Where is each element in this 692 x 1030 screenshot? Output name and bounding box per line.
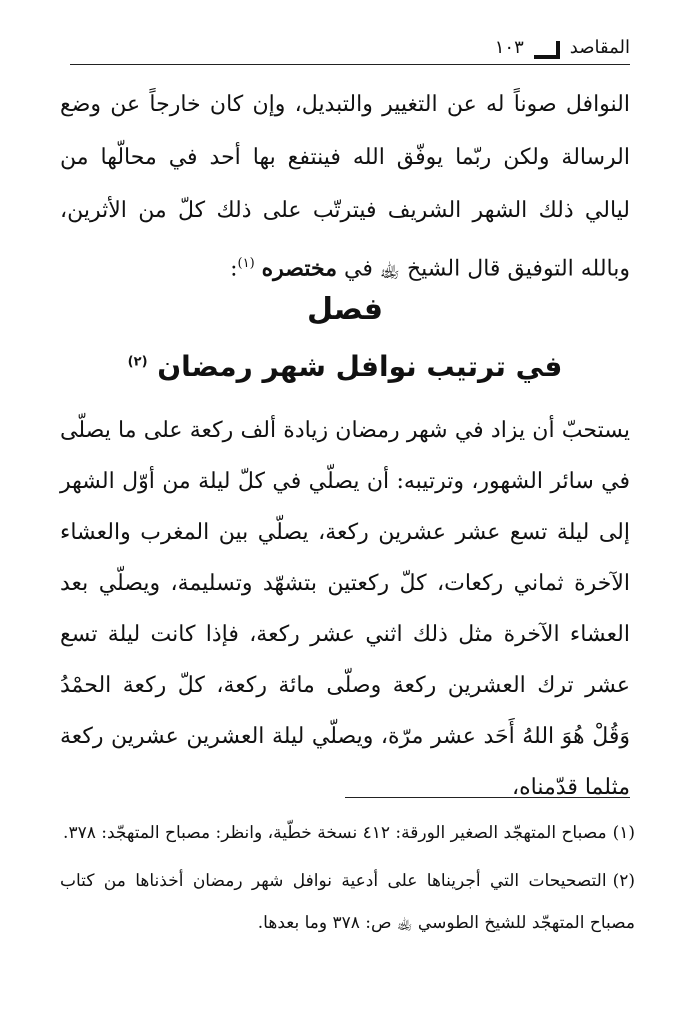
section-subtitle	[60, 350, 630, 383]
paragraph-1-text: النوافل صوناً له عن التغيير والتبديل، وإن كان خارجاً عن وضع الرسالة ولكن ربّما يوفّق الله فينتفع بها أحد في محالّها من ليالي ذلك الشهر الشريف فيترتّب على ذلك كلّ من الأثرين، وبالله التوفيق قال الشيخ ﵀ في	[60, 92, 631, 282]
footnote-1-text: مصباح المتهجّد الصغير الورقة: ٤١٢ نسخة خطّية، وانظر: مصباح المتهجّد: ٣٧٨.	[63, 823, 607, 843]
footnote-ref-1: (١)	[237, 256, 255, 271]
footnote-2-number: (٢)	[612, 871, 635, 891]
header-divider	[70, 64, 630, 65]
footnote-2-text: التصحيحات التي أجريناها على أدعية نوافل شهر رمضان أخذناها من كتاب مصباح المتهجّد للشيخ الطوسي ﵀ ص: ٣٧٨ وما بعدها.	[60, 871, 635, 933]
footnotes	[60, 812, 635, 950]
footnote-1-number: (١)	[612, 823, 635, 843]
section-title: فصل	[307, 292, 383, 327]
paragraph-1-tail: :	[230, 256, 238, 282]
running-header	[70, 30, 630, 64]
body-paragraph-1	[60, 78, 630, 295]
section-subtitle-text: في ترتيب نوافل شهر رمضان	[157, 350, 563, 383]
footnote-2	[60, 860, 635, 944]
paragraph-1-emphasis: مختصره	[261, 255, 338, 282]
page-number: ١٠٣	[494, 36, 524, 58]
footnote-ref-2: (٢)	[127, 354, 148, 370]
header-title: المقاصد	[569, 36, 630, 58]
header-ornament-icon	[534, 41, 560, 59]
footnote-1	[60, 812, 635, 854]
footnote-divider	[345, 797, 630, 798]
body-paragraph-2: يستحبّ أن يزاد في شهر رمضان زيادة ألف ركعة على ما يصلّى في سائر الشهور، وترتيبه: أن يصلّي في كلّ ليلة من أوّل الشهر إلى ليلة تسع عشر عشرين ركعة، يصلّي بين المغرب والعشاء الآخرة ثماني ركعات، كلّ ركعتين بتشهّد وتسليمة، ويصلّي بعد العشاء الآخرة مثل ذلك اثني عشر ركعة، فإذا كانت ليلة تسع عشر ترك العشرين ركعة وصلّى مائة ركعة، كلّ ركعة الحمْدُ وَقُلْ هُوَ اللهُ أَحَد عشر مرّة، ويصلّي ليلة العشرين عشرين ركعة مثلما قدّمناه،	[60, 418, 630, 800]
